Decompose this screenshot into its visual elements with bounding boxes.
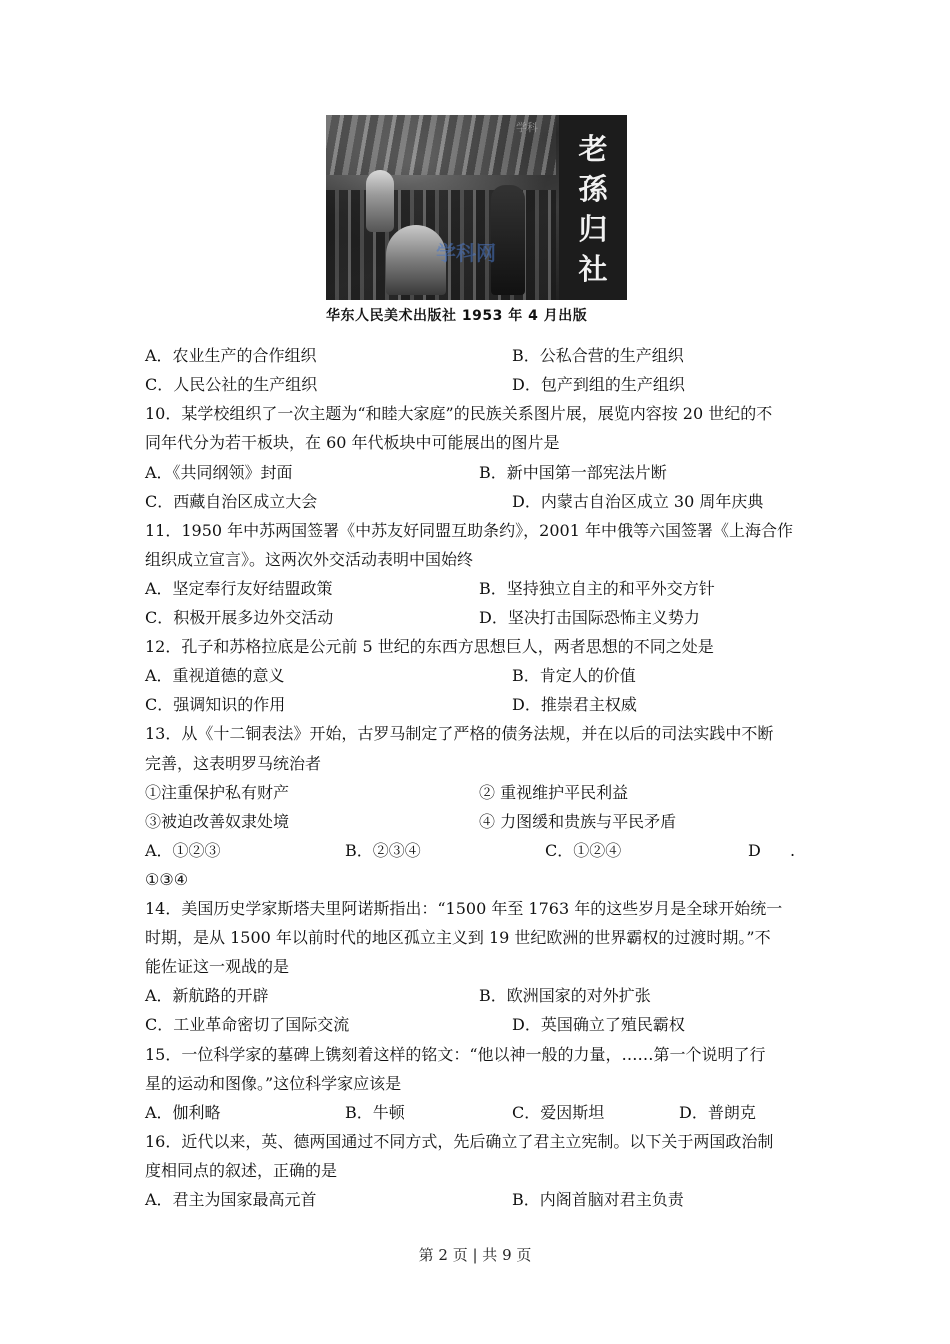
q11-option-a: A．坚定奉行友好结盟政策 — [145, 579, 333, 598]
q9-option-c: C．人民公社的生产组织 — [145, 375, 318, 394]
q12-option-a: A．重视道德的意义 — [145, 666, 285, 685]
q13-item-1: ①注重保护私有财产 — [145, 783, 290, 802]
q10-option-b: B．新中国第一部宪法片断 — [479, 463, 667, 482]
q16-option-b: B．内阁首脑对君主负责 — [512, 1190, 684, 1209]
q13-option-c: C．①②④ — [545, 841, 622, 860]
q15-stem-cont: 星的运动和图像。”这位科学家应该是 — [145, 1074, 402, 1093]
poster-figure — [366, 170, 394, 232]
q16-stem: 16．近代以来，英、德两国通过不同方式，先后确立了君主立宪制。以下关于两国政治制 — [145, 1132, 774, 1151]
q13-option-d-dot: . — [790, 841, 796, 860]
q10-option-c: C．西藏自治区成立大会 — [145, 492, 318, 511]
poster-watermark: 学科网 — [436, 241, 496, 265]
q16-stem-cont: 度相同点的叙述，正确的是 — [145, 1161, 338, 1180]
q14-stem-cont2: 能佐证这一观战的是 — [145, 957, 290, 976]
q10-option-a: A．《共同纲领》封面 — [145, 463, 293, 482]
q13-stem: 13．从《十二铜表法》开始，古罗马制定了严格的债务法规，并在以后的司法实践中不断 — [145, 724, 774, 743]
q14-stem-cont: 时期，是从 1500 年以前时代的地区孤立主义到 19 世纪欧洲的世界霸权的过渡时期。”不 — [145, 928, 771, 947]
q15-option-c: C．爱因斯坦 — [512, 1103, 605, 1122]
q10-stem: 10．某学校组织了一次主题为“和睦大家庭”的民族关系图片展，展览内容按 20 世纪的不 — [145, 404, 773, 423]
q13-option-a: A．①②③ — [145, 841, 221, 860]
q16-option-a: A．君主为国家最高元首 — [145, 1190, 317, 1209]
q11-option-b: B．坚持独立自主的和平外交方针 — [479, 579, 715, 598]
q15-option-b: B．牛顿 — [345, 1103, 405, 1122]
q12-option-b: B．肯定人的价值 — [512, 666, 636, 685]
q14-option-b: B．欧洲国家的对外扩张 — [479, 986, 651, 1005]
q13-option-d-cont: ①③④ — [145, 870, 189, 889]
q9-option-a: A．农业生产的合作组织 — [145, 346, 317, 365]
q15-option-a: A．伽利略 — [145, 1103, 221, 1122]
q14-stem: 14．美国历史学家斯塔夫里阿诺斯指出：“1500 年至 1763 年的这些岁月是全球开始统一 — [145, 899, 783, 918]
poster-figure — [491, 185, 525, 295]
q12-option-d: D．推崇君主权威 — [512, 695, 637, 714]
q14-option-a: A．新航路的开辟 — [145, 986, 269, 1005]
q11-option-d: D．坚决打击国际恐怖主义势力 — [479, 608, 700, 627]
q15-option-d: D．普朗克 — [679, 1103, 756, 1122]
q9-option-b: B．公私合营的生产组织 — [512, 346, 684, 365]
q13-item-3: ③被迫改善奴隶处境 — [145, 812, 290, 831]
page-footer: 第 2 页 | 共 9 页 — [418, 1246, 532, 1264]
poster-caption: 华东人民美术出版社 1953 年 4 月出版 — [326, 308, 588, 324]
q14-option-c: C．工业革命密切了国际交流 — [145, 1015, 350, 1034]
q11-stem-cont: 组织成立宣言》。这两次外交活动表明中国始终 — [145, 550, 474, 569]
q13-item-2: ② 重视维护平民利益 — [479, 783, 629, 802]
q11-stem: 11．1950 年中苏两国签署《中苏友好同盟互助条约》，2001 年中俄等六国签署《上海合作 — [145, 521, 793, 540]
q14-option-d: D．英国确立了殖民霸权 — [512, 1015, 685, 1034]
q12-stem: 12．孔子和苏格拉底是公元前 5 世纪的东西方思想巨人，两者思想的不同之处是 — [145, 637, 714, 656]
q13-option-d-letter: D — [748, 841, 761, 860]
poster-watermark-top: 学科 — [516, 121, 538, 134]
q13-option-b: B．②③④ — [345, 841, 421, 860]
q13-item-4: ④ 力图缓和贵族与平民矛盾 — [479, 812, 677, 831]
q15-stem: 15．一位科学家的墓碑上镌刻着这样的铭文：“他以神一般的力量，……第一个说明了行 — [145, 1045, 766, 1064]
q11-option-c: C．积极开展多边外交活动 — [145, 608, 334, 627]
poster-image — [326, 115, 627, 300]
q12-option-c: C．强调知识的作用 — [145, 695, 286, 714]
q13-stem-cont: 完善，这表明罗马统治者 — [145, 754, 322, 773]
q10-stem-cont: 同年代分为若干板块，在 60 年代板块中可能展出的图片是 — [145, 433, 560, 452]
q9-option-d: D．包产到组的生产组织 — [512, 375, 685, 394]
q10-option-d: D．内蒙古自治区成立 30 周年庆典 — [512, 492, 764, 511]
poster-title: 老孫归社 — [578, 132, 608, 286]
